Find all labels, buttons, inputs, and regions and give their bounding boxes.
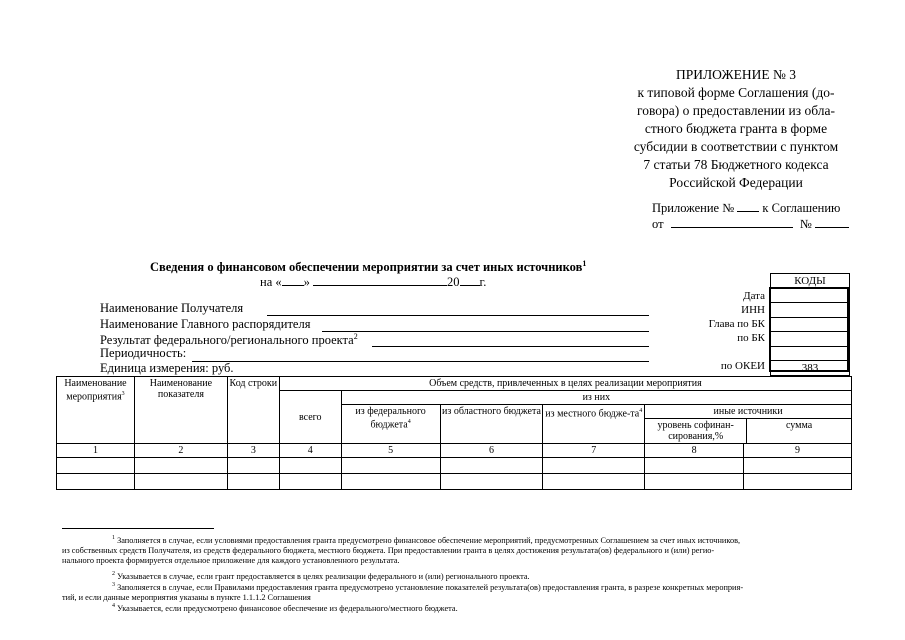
table-cell[interactable] bbox=[744, 458, 852, 474]
recipient-input-line[interactable] bbox=[267, 315, 649, 316]
agreement-date-field[interactable] bbox=[671, 216, 793, 228]
table-cell[interactable] bbox=[57, 458, 135, 474]
col-num: 5 bbox=[341, 444, 440, 458]
header-of-them: из них bbox=[341, 391, 851, 405]
year-field[interactable] bbox=[460, 274, 480, 286]
footnote-2: $^2$ Указывается в случае, если грант предоставляется в целях реализации федерального и (или) регионального проекта. bbox=[112, 571, 530, 581]
form-title: Сведения о финансовом обеспечении мероприятии за счет иных источников$^1$ bbox=[150, 259, 587, 275]
agreement-reference bbox=[652, 200, 849, 232]
table-cell[interactable] bbox=[227, 458, 279, 474]
header-activity: Наименование мероприятия$^3$ bbox=[57, 377, 135, 444]
table-cell[interactable] bbox=[645, 474, 744, 490]
unit-field: Единица измерения: руб. bbox=[100, 361, 234, 375]
col-num: 7 bbox=[543, 444, 645, 458]
header-local: из местного бюдже-$та^4$ bbox=[543, 405, 645, 444]
code-label-date: Дата bbox=[743, 290, 765, 302]
financing-table bbox=[56, 376, 852, 490]
footnote-separator bbox=[62, 528, 214, 529]
header-sum: сумма bbox=[785, 420, 813, 431]
table-cell[interactable] bbox=[341, 458, 440, 474]
col-num: 9 bbox=[744, 444, 852, 458]
agreement-number-field[interactable] bbox=[815, 216, 849, 228]
table-cell[interactable] bbox=[134, 458, 227, 474]
footnote-4: $^4$ Указывается, если предусмотрено финансовое обеспечение из федерального/местного бюджета. bbox=[112, 603, 458, 613]
periodicity-field: Периодичность: bbox=[100, 346, 187, 360]
main-manager-field: Наименование Главного распорядителя bbox=[100, 317, 311, 331]
agreement-annex-number-field[interactable] bbox=[737, 200, 759, 212]
agreement-label: к Соглашению bbox=[762, 201, 841, 215]
table-cell[interactable] bbox=[57, 474, 135, 490]
footnote-3: $^3$ Заполняется в случае, если Правилами предоставления гранта предусмотрено установление показателей результата(ов) предоставления гранта, в разрезе конкретных мероприя- тий, и если данные мероприятия указаны в пункте 1.1.1.2 Соглашения bbox=[62, 582, 744, 602]
main-manager-input-line[interactable] bbox=[322, 331, 649, 332]
footnote-1: $^1$ Заполняется в случае, если условиями предоставления гранта предусмотрено финансовое обеспечение мероприятий, предусмотренных Соглашением за счет иных источников, из собственных средств Получателя, из средств федерального бюджета, местного бюджета. При предоставлении гранта в целях достижения результата(ов) федерального и (или) регио- нального проекта формируется отдельное приложение для каждого установленного результата. bbox=[62, 535, 741, 565]
title-footnote-ref: 1 bbox=[582, 259, 587, 268]
col-num: 2 bbox=[134, 444, 227, 458]
table-cell[interactable] bbox=[744, 474, 852, 490]
table-cell[interactable] bbox=[440, 458, 543, 474]
annex-line: 7 статьи 78 Бюджетного кодекса bbox=[643, 157, 829, 172]
header-federal: из федерального бюджета$^4$ bbox=[341, 405, 440, 444]
header-volume: Объем средств, привлеченных в целях реализации мероприятия bbox=[279, 377, 851, 391]
column-numbers-row bbox=[57, 444, 852, 458]
project-result-input-line[interactable] bbox=[372, 346, 649, 347]
table-cell[interactable] bbox=[543, 458, 645, 474]
table-cell[interactable] bbox=[279, 458, 341, 474]
agreement-number-label: № bbox=[799, 217, 812, 231]
recipient-field: Наименование Получателя bbox=[100, 301, 244, 315]
header-regional: из областного бюджета bbox=[440, 405, 543, 444]
annex-header bbox=[600, 66, 872, 192]
annex-line: к типовой форме Соглашения (до- bbox=[637, 85, 835, 100]
annex-line: субсидии в соответствии с пунктом bbox=[633, 139, 839, 154]
table-cell[interactable] bbox=[227, 474, 279, 490]
project-result-field: Результат федерального/регионального проекта$^2$ bbox=[100, 332, 358, 348]
col-num: 8 bbox=[645, 444, 744, 458]
table-cell[interactable] bbox=[543, 474, 645, 490]
table-cell[interactable] bbox=[279, 474, 341, 490]
day-field[interactable] bbox=[282, 274, 304, 286]
table-cell[interactable] bbox=[440, 474, 543, 490]
annex-line: стного бюджета гранта в форме bbox=[644, 121, 828, 136]
header-total: всего bbox=[279, 391, 341, 444]
report-date: на « » 20 г. bbox=[260, 275, 487, 289]
annex-line: ПРИЛОЖЕНИЕ № 3 bbox=[675, 67, 797, 82]
table-row bbox=[57, 474, 852, 490]
annex-line: Российской Федерации bbox=[669, 175, 803, 190]
code-label-bk: по БК bbox=[737, 332, 765, 344]
header-cofinancing: уровень софинан-сирования,% bbox=[645, 419, 747, 443]
col-num: 4 bbox=[279, 444, 341, 458]
col-num: 1 bbox=[57, 444, 135, 458]
codes-header: КОДЫ bbox=[771, 274, 850, 289]
code-label-inn: ИНН bbox=[741, 304, 765, 316]
col-num: 6 bbox=[440, 444, 543, 458]
periodicity-input-line[interactable] bbox=[192, 361, 649, 362]
code-cell-okei: 383 bbox=[771, 361, 850, 376]
table-cell[interactable] bbox=[645, 458, 744, 474]
agreement-annex-label: Приложение № bbox=[652, 201, 735, 215]
col-num: 3 bbox=[227, 444, 279, 458]
table-cell[interactable] bbox=[134, 474, 227, 490]
agreement-date-label: от bbox=[652, 217, 664, 231]
codes-bold-frame bbox=[769, 287, 849, 372]
code-label-glava-bk: Глава по БК bbox=[708, 318, 765, 330]
table-cell[interactable] bbox=[341, 474, 440, 490]
table-row bbox=[57, 458, 852, 474]
annex-line: говора) о предоставлении из обла- bbox=[637, 103, 835, 118]
header-indicator: Наименование показателя bbox=[134, 377, 227, 444]
code-label-okei: по ОКЕИ bbox=[720, 360, 765, 372]
header-other: иные источники уровень софинан-сирования,% сумма bbox=[645, 405, 852, 444]
month-field[interactable] bbox=[313, 274, 447, 286]
header-row-code: Код строки bbox=[227, 377, 279, 444]
